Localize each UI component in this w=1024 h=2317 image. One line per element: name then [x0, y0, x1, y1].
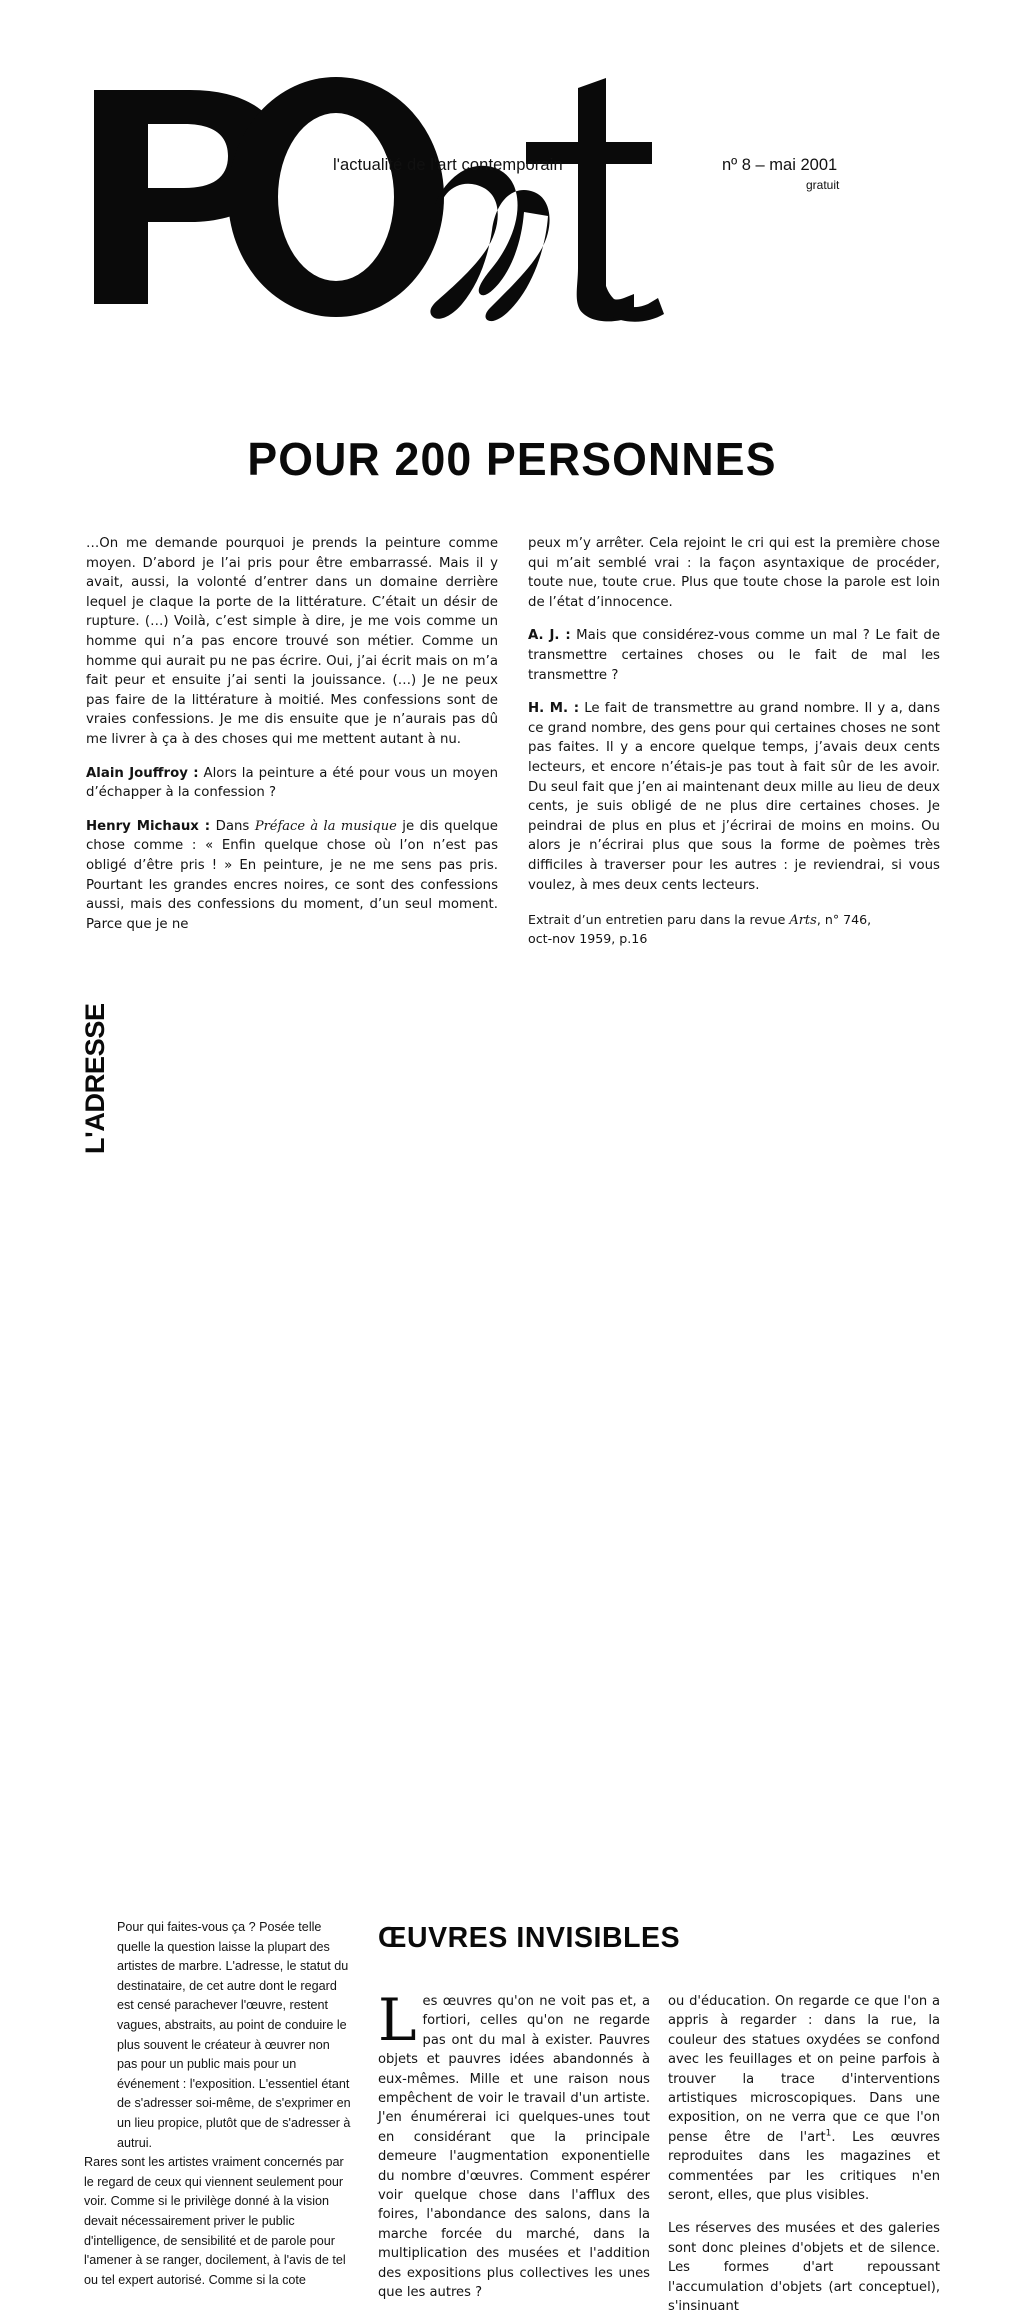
speaker-name: H. M. : [528, 701, 580, 717]
cited-work-title: Préface à la musique [254, 818, 397, 834]
publication-logo [86, 72, 746, 322]
speaker-name: Henry Michaux : [86, 818, 211, 834]
paragraph-text: …On me demande pourquoi je prends la peinture comme moyen. D’abord je l’ai pris pour être embarrassé. Mais il y avait, aussi, la volonté d’entrer dans un domaine derrière lequel je claque la porte de la littérature. C’était un désir de rupture. (…) Voilà, c’est simple à dire, je me vois comme un homme qui n’a pas encore trouvé son métier. Comme un homme qui aurait pu ne pas écrire. Oui, j’ai écrit mais on m’a fait peur et ensuite j’ai senti la jouissance. (…) Je ne peux pas faire de la littérature à moitié. Mes confessions sont de vraies confessions. Je me dis ensuite que je n’aurais pas dû me livrer à ça à des choses qui me mettent autant à nu. [86, 536, 498, 747]
paragraph [528, 699, 940, 895]
paragraph-text: Alors la peinture a été pour vous un moyen d’échapper à la confession ? [86, 765, 498, 801]
paragraph-text: ou d'éducation. On regarde ce que l'on a appris à regarder : dans la rue, la couleur des statues oxydées se confond avec les feuillages et on peine parfois à trouver la trace d'interventions artistiques microscopiques. Dans une exposition, on ne verra que ce que l'on pense être de l'art [668, 1994, 940, 2145]
paragraph-text: . Les œuvres reproduites dans les magazines et commentées par les critiques n'en seront, elles, que plus visibles. [668, 2129, 940, 2204]
paragraph [528, 534, 940, 612]
paragraph-text: Dans [210, 818, 255, 834]
oeuvres-column-left [378, 1986, 650, 2303]
free-label: gratuit [806, 178, 840, 192]
source-note [528, 911, 940, 948]
source-publication: Arts [789, 913, 817, 929]
masthead [0, 0, 1024, 400]
paragraph: Pour qui faites-vous ça ? Posée telle quelle la question laisse la plupart des artistes de marbre. L'adresse, le statut du destinataire, de cet autre dont le regard est censé parachever l'œuvre, restent vagues, abstraits, au point de conduire le plus souvent le créateur à œuvrer non pas pour un public mais pour un événement : l'exposition. L'essentiel étant de s'adresser soi-même, de s'exprimer en un lieu propice, plutôt que de s'adresser à autrui. [117, 1920, 351, 2150]
paragraph [528, 626, 940, 685]
lower-section [0, 952, 1024, 2315]
paragraph [668, 1992, 940, 2205]
section-label-text: L'ADRESSE [80, 1003, 110, 1154]
footnote-marker: 1 [825, 2128, 832, 2139]
paragraph: Les œuvres qu'on ne voit pas et, a fortiori, celles qu'on ne regarde pas ont du mal à exister. Pauvres objets et pauvres idées abandonnés à eux-mêmes. Mille et une raison nous empêchent de voir le travail d'un artiste. J'en énumérerai ici quelques-unes tout en considérant que la principale demeure l'augmentation exponentielle du nombre d'œuvres. Comment espérer voir quelque chose dans l'afflux des foires, l'abondance des salons, dans la marche forcée du marché, dans la multiplication des musées et l'addition des expositions plus collectives les unes que les autres ? [378, 1986, 650, 2301]
section-title-oeuvres: ŒUVRES INVISIBLES [378, 1922, 681, 1954]
speaker-name: A. J. : [528, 628, 571, 644]
tagline: l'actualité de l'art contemporain [333, 156, 563, 174]
source-text: Extrait d’un entretien paru dans la revue [528, 912, 790, 928]
paragraph [86, 817, 498, 935]
paragraph-text: Le fait de transmettre au grand nombre. Il y a, dans ce grand nombre, des gens pour qui certaines choses ne sont pas faites. Il y a encore quelque temps, j’avais deux cents lecteurs, et encore n’étais-je pas tout à fait sûr de les avoir. Du seul fait que j’en ai maintenant deux mille au lieu de deux cents, je suis obligé de ne plus dire certaines choses. Je peindrai de plus en plus et j’écrirai de moins en moins. Ou alors je n’écrirai plus que sous la forme de poèmes très difficiles à traverser pour les autres : je reviendrai, si vous voulez, à mes deux cents lecteurs. [528, 701, 940, 893]
source-text: , n° 746, [816, 912, 872, 928]
paragraph: Rares sont les artistes vraiment concernés par le regard de ceux qui viennent seulement pour voir. Comme si le privilège donné à la vision devait nécessairement priver le public d'intelligence, de sensibilité et de parole pour l'amener à se ranger, docilement, à l'avis de tel ou tel expert autorisé. Comme si la cote [84, 2155, 346, 2287]
oeuvres-column-right [668, 1992, 940, 2317]
paragraph-text: peux m’y arrêter. Cela rejoint le cri qui est la première chose qui m’ait semblé vrai : la façon asyntaxique de procéder, toute nue, toute crue. Plus que toute chose la parole est loin de l’état d’innocence. [528, 536, 940, 610]
paragraph: Les réserves des musées et des galeries sont donc pleines d'objets et de silence. Les formes d'art repoussant l'accumulation d'objets (art conceptuel), s'insinuant [668, 2221, 940, 2315]
issue-number: nº 8 – mai 2001 [722, 156, 838, 174]
paragraph [86, 534, 498, 750]
page-title: POUR 200 PERSONNES [247, 433, 777, 485]
paragraph-text: Mais que considérez-vous comme un mal ? Le fait de transmettre certaines choses ou le fait de mal les transmettre ? [528, 628, 941, 683]
speaker-name: Alain Jouffroy : [86, 765, 199, 781]
paragraph [86, 764, 498, 803]
adresse-article [84, 1918, 352, 2290]
interview-column-right [528, 534, 940, 948]
paragraph-text: je dis quelque chose comme : « Enfin quelque chose où l’on n’est pas obligé d’être pris ! » En peinture, je ne me sens pas pris. Pourtant les grandes encres noires, ce sont des confessions aussi, mais des confessions du moment, d’un seul moment. Parce que je ne [86, 818, 498, 932]
interview-column-left [86, 534, 498, 948]
source-date: oct-nov 1959, p.16 [528, 931, 648, 947]
interview-article [86, 534, 941, 947]
